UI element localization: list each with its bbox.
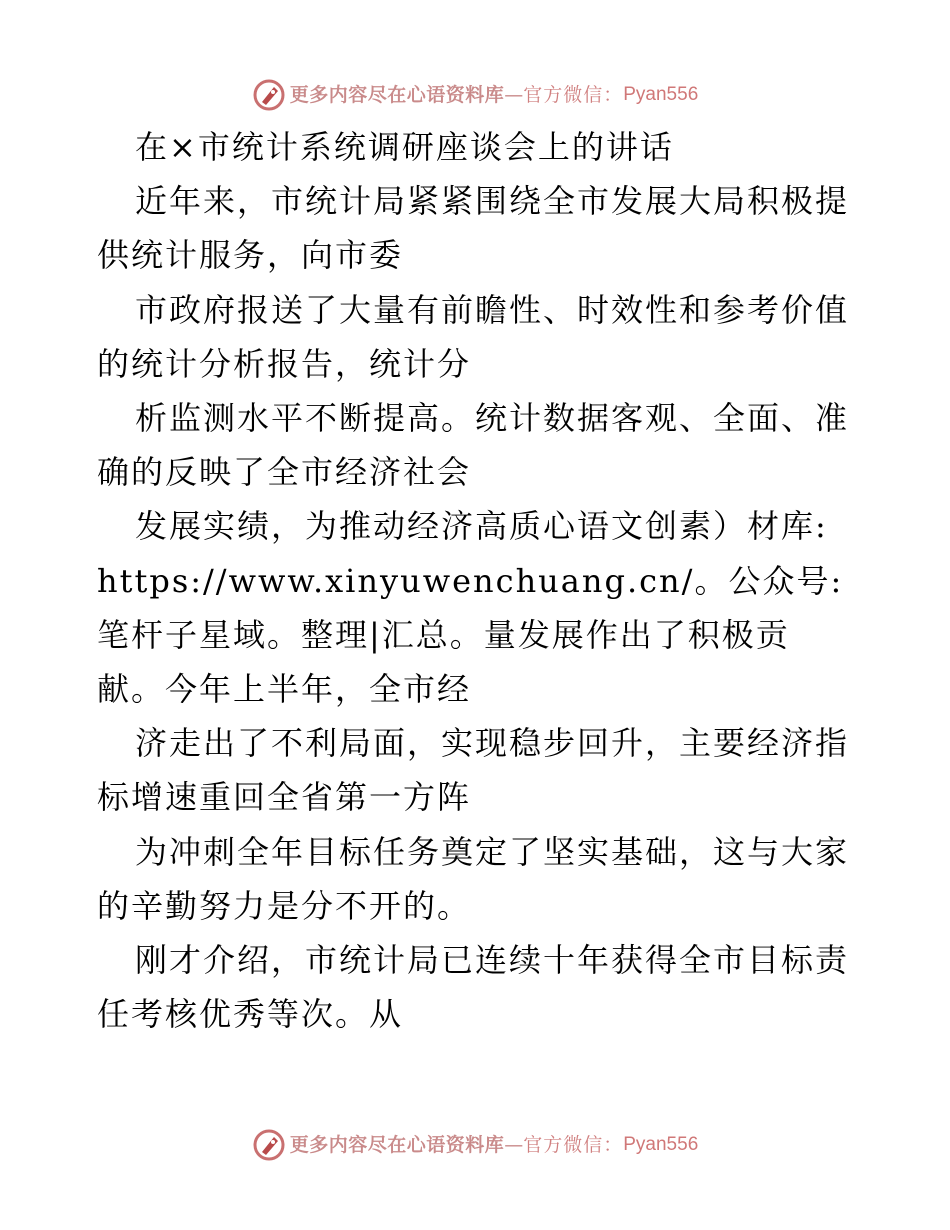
paragraph: 为冲刺全年目标任务奠定了坚实基础，这与大家的辛勤努力是分不开的。 bbox=[97, 832, 850, 925]
watermark-official-label: 官方微信： bbox=[523, 1134, 624, 1156]
watermark-wechat-id: Pyan556 bbox=[623, 84, 699, 105]
paragraph: 济走出了不利局面，实现稳步回升，主要经济指标增速重回全省第一方阵 bbox=[97, 724, 850, 817]
paragraph: 析监测水平不断提高。统计数据客观、全面、准确的反映了全市经济社会 bbox=[97, 399, 850, 492]
document-title: 在×市统计系统调研座谈会上的讲话 bbox=[135, 128, 674, 166]
paragraph: 刚才介绍，市统计局已连续十年获得全市目标责任考核优秀等次。从 bbox=[97, 941, 850, 1034]
paragraph: 近年来，市统计局紧紧围绕全市发展大局积极提供统计服务，向市委 bbox=[97, 182, 850, 275]
paragraph: 发展实绩，为推动经济高质心语文创素）材库: bbox=[135, 507, 828, 546]
watermark-dash: — bbox=[504, 84, 524, 106]
footer-watermark bbox=[0, 1128, 950, 1162]
header-watermark bbox=[0, 78, 950, 112]
watermark-dash: — bbox=[504, 1134, 524, 1156]
pen-nib-logo-icon bbox=[252, 1128, 286, 1162]
watermark-wechat-id: Pyan556 bbox=[623, 1134, 699, 1155]
document-body bbox=[97, 120, 857, 1041]
pen-nib-logo-icon bbox=[252, 78, 286, 112]
paragraph-with-link: https://www.xinyuwenchuang.cn/。公众号: 笔杆子星域。整理|汇总。量发展作出了积极贡献。今年上半年，全市经 bbox=[97, 561, 844, 709]
paragraph: 市政府报送了大量有前瞻性、时效性和参考价值的统计分析报告，统计分 bbox=[97, 290, 850, 383]
watermark-text: 更多内容尽在心语资料库 bbox=[289, 1134, 505, 1156]
watermark-official-label: 官方微信： bbox=[523, 84, 624, 106]
watermark-text: 更多内容尽在心语资料库 bbox=[289, 84, 505, 106]
